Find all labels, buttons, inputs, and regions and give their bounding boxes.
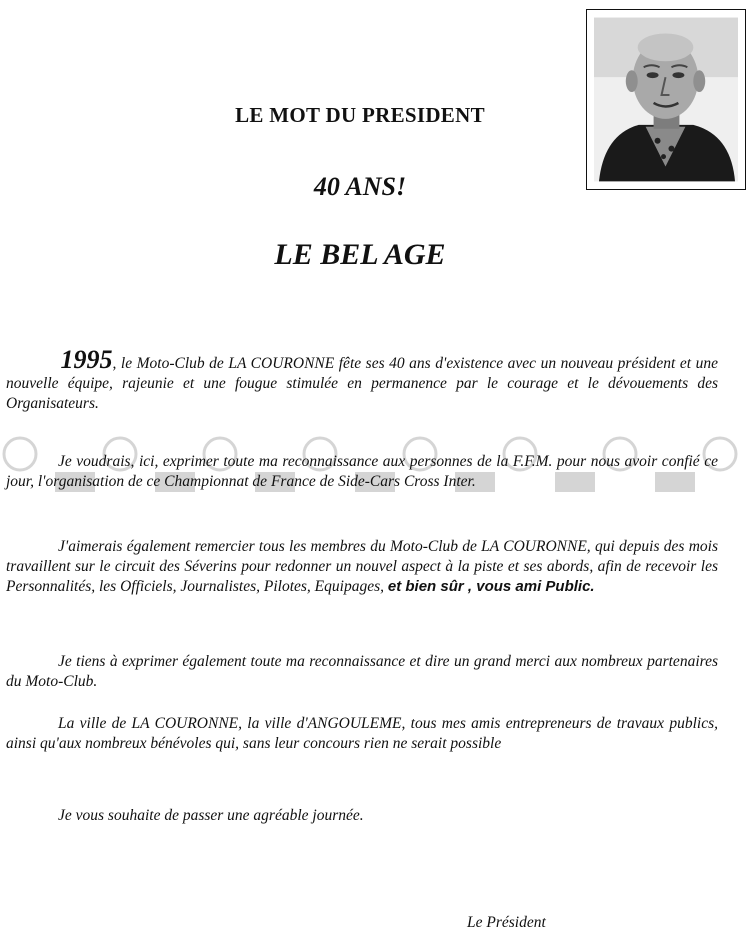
paragraph-club-thanks-text: J'aimerais également remercier tous les membres du Moto-Club de LA COURONNE, qui depuis des mois travaillent sur le circuit des Séverins pour redonner un nouvel aspect à la piste et ses abords, afin de recevoir les Personnalités, les Officiels, Journalistes, Pilotes, Equipages,	[6, 538, 718, 595]
paragraph-intro	[6, 345, 718, 414]
paragraph-intro-text: , le Moto-Club de LA COURONNE fête ses 40 ans d'existence avec un nouveau président et une nouvelle équipe, rajeunie et une fougue stimulée en permanence par le courage et le dévouements des Organisateurs.	[6, 355, 718, 412]
page-title: LE MOT DU PRESIDENT	[235, 103, 485, 127]
paragraph-ffm-thanks: Je voudrais, ici, exprimer toute ma reconnaissance aux personnes de la F.F.M. pour nous avoir confié ce jour, l'organisation de ce Championnat de France de Side-Cars Cross Inter.	[6, 453, 718, 490]
signature-label: Le Président	[467, 914, 546, 931]
paragraph-city-thanks: La ville de LA COURONNE, la ville d'ANGOULEME, tous mes amis entrepreneurs de travaux publics, ainsi qu'aux nombreux bénévoles qui, sans leur concours rien ne serait possible	[6, 715, 718, 752]
tagline-heading: LE BEL AGE	[274, 238, 446, 271]
paragraph-partners-thanks: Je tiens à exprimer également toute ma reconnaissance et dire un grand merci aux nombreux partenaires du Moto-Club.	[6, 653, 718, 690]
portrait-icon	[594, 17, 738, 182]
year-highlight: 1995	[60, 345, 113, 374]
paragraph-closing-wish: Je vous souhaite de passer une agréable journée.	[58, 807, 364, 824]
president-portrait-photo	[586, 9, 746, 190]
anniversary-heading: 40 ANS!	[313, 172, 407, 201]
paragraph-club-thanks	[6, 537, 718, 597]
public-thanks-emphasis: et bien sûr , vous ami Public.	[387, 578, 595, 595]
